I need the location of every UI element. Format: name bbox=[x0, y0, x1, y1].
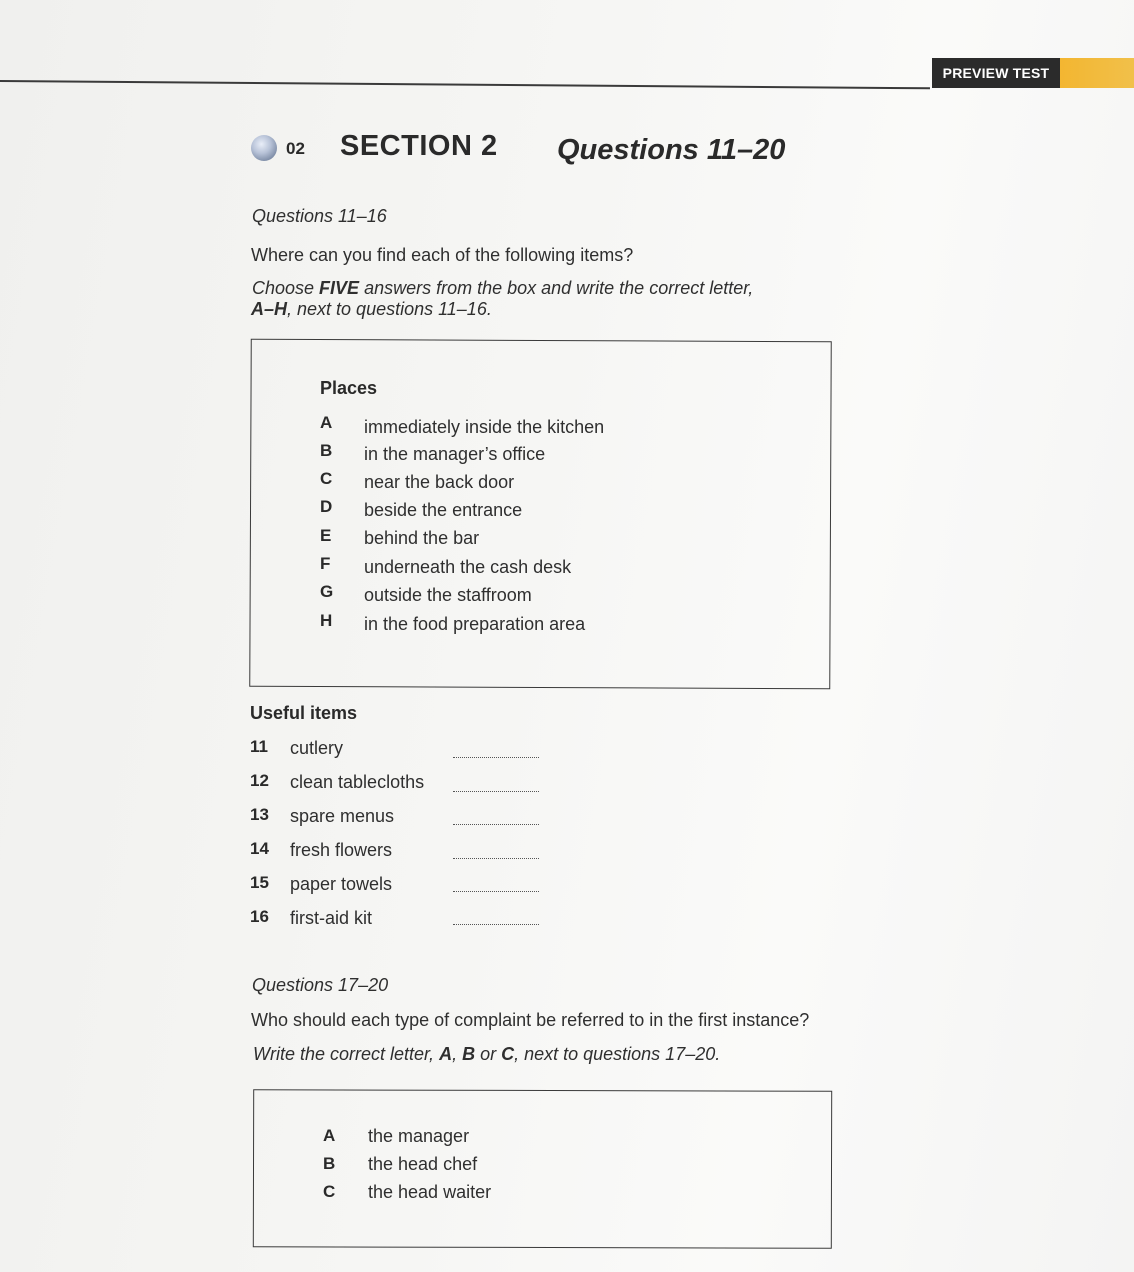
part1-instruction-line2 bbox=[251, 299, 492, 320]
item-text: first-aid kit bbox=[290, 908, 373, 928]
question-number: 15 bbox=[250, 873, 269, 892]
question-number: 11 bbox=[250, 737, 268, 756]
instruction-emphasis: C bbox=[501, 1044, 515, 1064]
instruction-emphasis: A–H bbox=[251, 299, 288, 319]
part1-subheading: Questions 11–16 bbox=[252, 206, 387, 226]
answer-blank[interactable] bbox=[453, 924, 539, 925]
part2-instruction bbox=[253, 1044, 720, 1065]
person-letter: B bbox=[323, 1154, 336, 1173]
place-text: behind the bar bbox=[364, 528, 480, 548]
part1-question: Where can you find each of the following items? bbox=[251, 245, 634, 265]
instruction-text: , next to questions 17–20. bbox=[514, 1044, 721, 1064]
instruction-text: Choose bbox=[252, 278, 320, 298]
item-text: fresh flowers bbox=[290, 840, 393, 860]
instruction-text: , next to questions 11–16. bbox=[287, 299, 492, 319]
person-text: the head waiter bbox=[368, 1182, 492, 1202]
part2-question: Who should each type of complaint be referred to in the first instance? bbox=[251, 1010, 810, 1030]
instruction-emphasis: A bbox=[439, 1044, 453, 1064]
place-text: in the manager’s office bbox=[364, 444, 546, 464]
place-text: outside the staffroom bbox=[364, 585, 532, 605]
person-letter: A bbox=[323, 1126, 336, 1145]
answer-blank[interactable] bbox=[453, 858, 539, 859]
person-text: the head chef bbox=[368, 1154, 478, 1174]
question-number: 14 bbox=[250, 839, 269, 858]
instruction-text: , bbox=[452, 1044, 463, 1064]
place-text: in the food preparation area bbox=[364, 614, 586, 634]
instruction-emphasis: B bbox=[462, 1044, 476, 1064]
place-text: immediately inside the kitchen bbox=[364, 417, 605, 437]
person-text: the manager bbox=[368, 1126, 470, 1146]
item-text: cutlery bbox=[290, 738, 344, 758]
place-text: near the back door bbox=[364, 472, 515, 492]
item-text: spare menus bbox=[290, 806, 395, 826]
answer-blank[interactable] bbox=[453, 757, 539, 758]
instruction-text: or bbox=[475, 1044, 502, 1064]
track-number: 02 bbox=[286, 139, 305, 158]
part2-subheading: Questions 17–20 bbox=[252, 975, 389, 995]
place-text: beside the entrance bbox=[364, 500, 523, 520]
people-box bbox=[253, 1089, 832, 1249]
section-title: SECTION 2 bbox=[340, 130, 498, 162]
place-letter: B bbox=[320, 441, 333, 460]
place-letter: E bbox=[320, 526, 332, 545]
place-letter: A bbox=[320, 413, 333, 432]
place-letter: F bbox=[320, 554, 331, 573]
question-number: 16 bbox=[250, 907, 269, 926]
place-letter: C bbox=[320, 469, 333, 488]
question-number: 13 bbox=[250, 805, 269, 824]
item-text: paper towels bbox=[290, 874, 393, 894]
place-text: underneath the cash desk bbox=[364, 557, 572, 577]
instruction-emphasis: FIVE bbox=[319, 278, 360, 298]
place-letter: D bbox=[320, 497, 333, 516]
person-letter: C bbox=[323, 1182, 336, 1201]
question-number: 12 bbox=[250, 771, 269, 790]
instruction-text: answers from the box and write the correct letter, bbox=[359, 278, 754, 298]
place-letter: G bbox=[320, 582, 334, 601]
answer-blank[interactable] bbox=[453, 824, 539, 825]
places-box-title: Places bbox=[320, 378, 378, 398]
answer-blank[interactable] bbox=[453, 791, 539, 792]
answer-blank[interactable] bbox=[453, 891, 539, 892]
tab-accent bbox=[1060, 58, 1134, 88]
useful-items-title: Useful items bbox=[250, 703, 358, 723]
part1-instruction-line1 bbox=[252, 278, 753, 299]
audio-cd-icon bbox=[251, 135, 277, 161]
place-letter: H bbox=[320, 611, 333, 630]
section-heading bbox=[251, 130, 851, 170]
preview-test-tab: PREVIEW TEST bbox=[932, 58, 1060, 88]
item-text: clean tablecloths bbox=[290, 772, 425, 792]
instruction-text: Write the correct letter, bbox=[253, 1044, 440, 1064]
questions-range-title: Questions 11–20 bbox=[557, 134, 786, 166]
